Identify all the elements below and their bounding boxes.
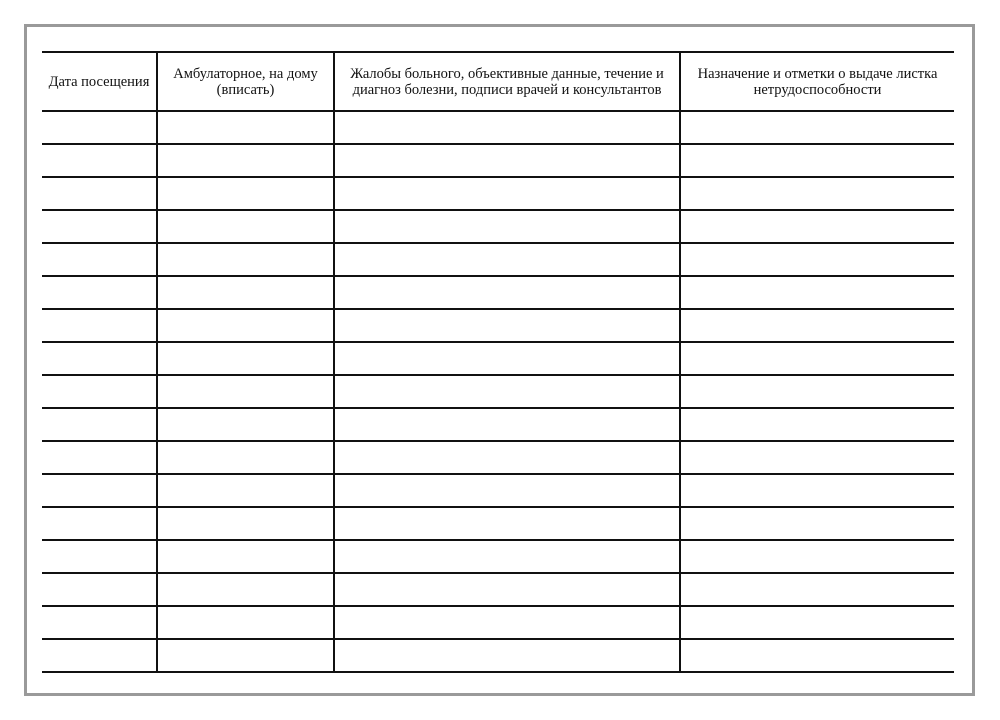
cell-visit-type[interactable] (157, 144, 334, 177)
cell-complaints-diagnosis[interactable] (334, 342, 680, 375)
column-header-visit-date: Дата посещения (42, 52, 157, 111)
cell-visit-type[interactable] (157, 573, 334, 606)
cell-visit-type[interactable] (157, 639, 334, 672)
table-row (42, 606, 954, 639)
cell-visit-type[interactable] (157, 507, 334, 540)
column-header-visit-type: Амбулаторное, на дому (вписать) (157, 52, 334, 111)
cell-visit-type[interactable] (157, 408, 334, 441)
table-row (42, 474, 954, 507)
cell-complaints-diagnosis[interactable] (334, 177, 680, 210)
cell-visit-date[interactable] (42, 177, 157, 210)
cell-prescriptions[interactable] (680, 276, 954, 309)
cell-prescriptions[interactable] (680, 309, 954, 342)
cell-visit-date[interactable] (42, 573, 157, 606)
table-row (42, 573, 954, 606)
cell-complaints-diagnosis[interactable] (334, 276, 680, 309)
table-row (42, 639, 954, 672)
cell-prescriptions[interactable] (680, 573, 954, 606)
table-header-row (42, 52, 954, 111)
cell-complaints-diagnosis[interactable] (334, 243, 680, 276)
cell-visit-type[interactable] (157, 276, 334, 309)
cell-visit-type[interactable] (157, 540, 334, 573)
cell-visit-date[interactable] (42, 639, 157, 672)
cell-complaints-diagnosis[interactable] (334, 507, 680, 540)
cell-visit-type[interactable] (157, 375, 334, 408)
cell-complaints-diagnosis[interactable] (334, 111, 680, 144)
cell-visit-type[interactable] (157, 243, 334, 276)
table-row (42, 375, 954, 408)
cell-visit-type[interactable] (157, 474, 334, 507)
cell-complaints-diagnosis[interactable] (334, 540, 680, 573)
cell-complaints-diagnosis[interactable] (334, 573, 680, 606)
cell-complaints-diagnosis[interactable] (334, 375, 680, 408)
cell-prescriptions[interactable] (680, 639, 954, 672)
cell-visit-date[interactable] (42, 243, 157, 276)
table-row (42, 309, 954, 342)
table-row (42, 111, 954, 144)
table-row (42, 276, 954, 309)
cell-prescriptions[interactable] (680, 243, 954, 276)
cell-visit-date[interactable] (42, 441, 157, 474)
cell-complaints-diagnosis[interactable] (334, 144, 680, 177)
form-frame (24, 24, 975, 696)
cell-prescriptions[interactable] (680, 540, 954, 573)
column-header-prescriptions: Назначение и отметки о выдаче листка нетрудоспособности (680, 52, 954, 111)
cell-visit-date[interactable] (42, 540, 157, 573)
column-header-complaints-diagnosis: Жалобы больного, объективные данные, течение и диагноз болезни, подписи врачей и консультантов (334, 52, 680, 111)
cell-visit-date[interactable] (42, 408, 157, 441)
cell-prescriptions[interactable] (680, 144, 954, 177)
cell-prescriptions[interactable] (680, 474, 954, 507)
table-row (42, 441, 954, 474)
cell-complaints-diagnosis[interactable] (334, 441, 680, 474)
cell-visit-type[interactable] (157, 111, 334, 144)
cell-prescriptions[interactable] (680, 210, 954, 243)
cell-visit-date[interactable] (42, 276, 157, 309)
table-row (42, 540, 954, 573)
cell-prescriptions[interactable] (680, 441, 954, 474)
table-row (42, 210, 954, 243)
visit-record-table (42, 51, 954, 673)
cell-visit-type[interactable] (157, 177, 334, 210)
cell-prescriptions[interactable] (680, 507, 954, 540)
cell-visit-date[interactable] (42, 474, 157, 507)
cell-complaints-diagnosis[interactable] (334, 639, 680, 672)
cell-prescriptions[interactable] (680, 111, 954, 144)
cell-visit-type[interactable] (157, 342, 334, 375)
table-row (42, 342, 954, 375)
table-row (42, 243, 954, 276)
cell-visit-type[interactable] (157, 210, 334, 243)
cell-visit-date[interactable] (42, 144, 157, 177)
table-body (42, 111, 954, 672)
cell-visit-date[interactable] (42, 606, 157, 639)
cell-complaints-diagnosis[interactable] (334, 210, 680, 243)
cell-prescriptions[interactable] (680, 177, 954, 210)
table-row (42, 408, 954, 441)
cell-visit-date[interactable] (42, 111, 157, 144)
cell-complaints-diagnosis[interactable] (334, 474, 680, 507)
cell-prescriptions[interactable] (680, 606, 954, 639)
cell-visit-type[interactable] (157, 606, 334, 639)
cell-complaints-diagnosis[interactable] (334, 606, 680, 639)
cell-prescriptions[interactable] (680, 408, 954, 441)
cell-visit-date[interactable] (42, 309, 157, 342)
cell-complaints-diagnosis[interactable] (334, 408, 680, 441)
cell-visit-type[interactable] (157, 309, 334, 342)
cell-visit-date[interactable] (42, 507, 157, 540)
cell-visit-date[interactable] (42, 210, 157, 243)
cell-prescriptions[interactable] (680, 375, 954, 408)
table-row (42, 177, 954, 210)
cell-visit-type[interactable] (157, 441, 334, 474)
cell-visit-date[interactable] (42, 375, 157, 408)
table-row (42, 507, 954, 540)
table-row (42, 144, 954, 177)
cell-visit-date[interactable] (42, 342, 157, 375)
cell-complaints-diagnosis[interactable] (334, 309, 680, 342)
cell-prescriptions[interactable] (680, 342, 954, 375)
